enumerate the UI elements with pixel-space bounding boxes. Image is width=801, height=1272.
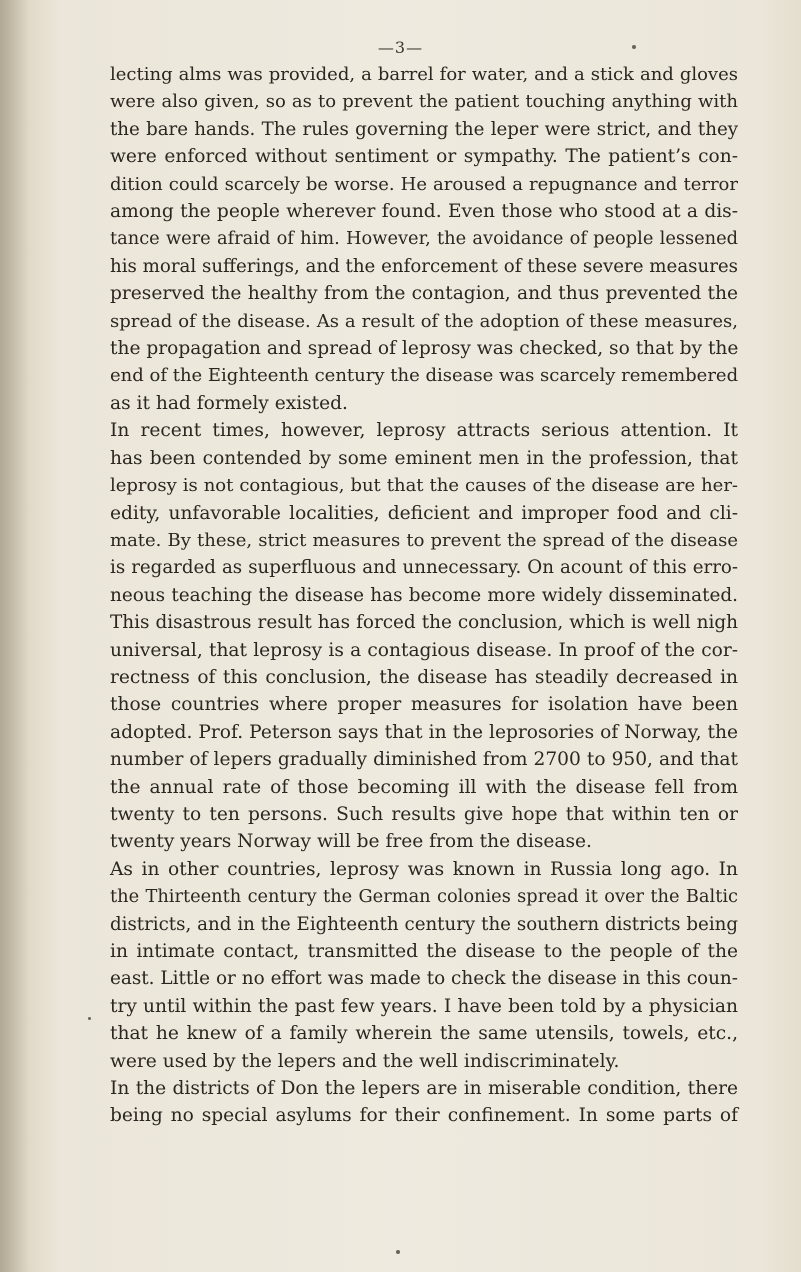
text-line: number of lepers gradually diminished from 2700 to 950, and that (110, 749, 738, 771)
text-line: the Thirteenth century the German colonies spread it over the Baltic (110, 886, 738, 908)
text-line: rectness of this conclusion, the disease has steadily decreased in (110, 666, 738, 688)
text-line: tance were afraid of him. However, the avoidance of people lessened (110, 228, 738, 250)
text-line: his moral sufferings, and the enforcement of these severe measures (110, 255, 738, 277)
text-line: This disastrous result has forced the conclusion, which is well nigh (110, 612, 738, 634)
text-line: edity, unfavorable localities, deficient and improper food and cli- (110, 502, 738, 524)
text-line: leprosy is not contagious, but that the causes of the disease are her- (110, 475, 738, 497)
binding-shadow (0, 0, 30, 1272)
text-line: mate. By these, strict measures to prevent the spread of the disease (110, 529, 738, 551)
text-line: among the people wherever found. Even those who stood at a dis- (110, 201, 738, 223)
text-line: dition could scarcely be worse. He aroused a repugnance and terror (110, 173, 738, 195)
text-line: being no special asylums for their confinement. In some parts of (110, 1105, 738, 1127)
paragraph-end-line: twenty years Norway will be free from the disease. (110, 831, 592, 853)
page-number: —3— (377, 38, 424, 57)
text-line: adopted. Prof. Peterson says that in the leprosories of Norway, the (110, 721, 738, 743)
print-speck (88, 1017, 91, 1020)
paragraph-end-line: were used by the lepers and the well indiscriminately. (110, 1050, 620, 1072)
text-line: in intimate contact, transmitted the disease to the people of the (110, 941, 738, 962)
text-line: spread of the disease. As a result of the adoption of these measures, (110, 310, 738, 332)
text-line: universal, that leprosy is a contagious disease. In proof of the cor- (110, 639, 738, 661)
text-line: districts, and in the Eighteenth century the southern districts being (110, 913, 738, 935)
text-line: were enforced without sentiment or sympathy. The patient’s con- (110, 146, 738, 168)
paragraph-first-line: In recent times, however, leprosy attracts serious attention. It (110, 420, 738, 442)
text-line: that he knew of a family wherein the same utensils, towels, etc., (110, 1023, 738, 1045)
text-line: the annual rate of those becoming ill with the disease fell from (110, 776, 738, 798)
text-line: twenty to ten persons. Such results give hope that within ten or (110, 803, 738, 825)
paragraph-first-line: In the districts of Don the lepers are in miserable condition, there (110, 1078, 738, 1100)
paragraph-first-line: As in other countries, leprosy was known in Russia long ago. In (110, 858, 738, 880)
text-line: neous teaching the disease has become more widely disseminated. (110, 584, 738, 606)
text-line: preserved the healthy from the contagion, and thus prevented the (110, 283, 738, 305)
text-line: the bare hands. The rules governing the leper were strict, and they (110, 118, 738, 140)
print-speck (396, 1250, 400, 1254)
body-text (110, 61, 738, 1130)
text-line: is regarded as superfluous and unnecessary. On acount of this erro- (110, 557, 738, 579)
text-line: the propagation and spread of leprosy was checked, so that by the (110, 338, 739, 360)
text-line: has been contended by some eminent men in the profession, that (110, 447, 738, 469)
text-line: those countries where proper measures for isolation have been (110, 694, 738, 716)
text-line: lecting alms was provided, a barrel for water, and a stick and gloves (110, 64, 738, 85)
text-line: try until within the past few years. I have been told by a physician (110, 995, 738, 1017)
print-speck (632, 45, 636, 49)
text-line: end of the Eighteenth century the disease was scarcely remembered (110, 365, 739, 387)
text-line: east. Little or no effort was made to check the disease in this coun- (110, 968, 738, 990)
paragraph-end-line: as it had formely existed. (110, 392, 348, 414)
text-line: were also given, so as to prevent the patient touching anything with (110, 91, 738, 113)
